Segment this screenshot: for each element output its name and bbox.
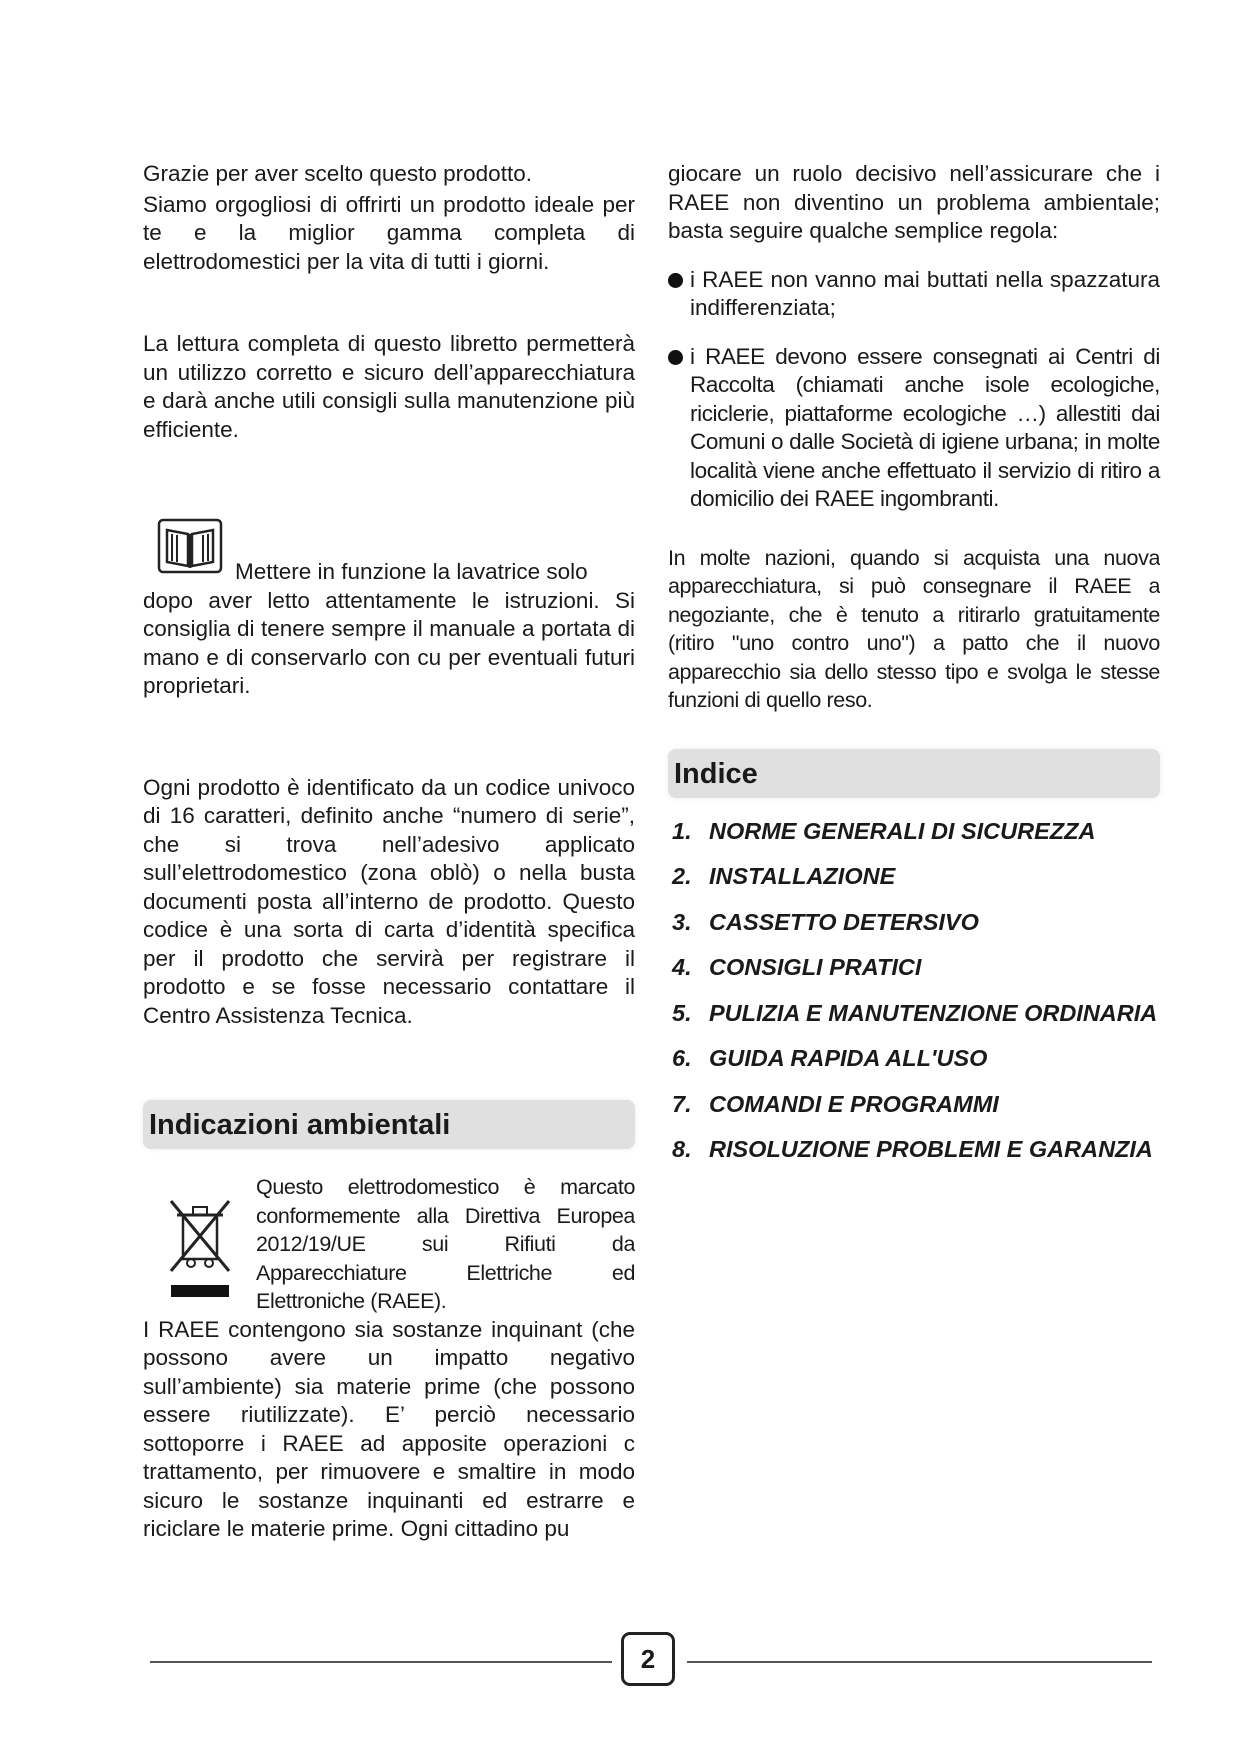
env-section-heading: Indicazioni ambientali (143, 1100, 635, 1149)
serial-paragraph: Ogni prodotto è identificato da un codice univoco di 16 caratteri, definito anche “numero di serie”, che si trova nell’adesivo applicato sull’elettrodomestico (zona oblò) o nella busta documenti posta all’interno de prodotto. Questo codice è una sorta di carta d’identità specifica per il prodotto che servirà per registrare il prodotto e se fosse necessario contattare il Centro Assistenza Tecnica. (143, 774, 635, 1028)
bullet-item (668, 343, 1160, 514)
bullet-dot (668, 350, 683, 365)
bullet-dot (668, 273, 683, 288)
toc-item[interactable]: 1. NORME GENERALI DI SICUREZZA (672, 817, 1096, 844)
toc-item[interactable]: 6. GUIDA RAPIDA ALL'USO (672, 1045, 988, 1071)
crossed-bin-icon (165, 1193, 237, 1303)
toc-item[interactable]: 2. INSTALLAZIONE (672, 863, 896, 889)
toc-item[interactable]: 8. RISOLUZIONE PROBLEMI E GARANZIA (672, 1136, 1153, 1162)
reading-paragraph: La lettura completa di questo libretto permetterà un utilizzo corretto e sicuro dell’apparecchiatura e darà anche utili consigli sulla manutenzione più efficiente. (143, 331, 635, 442)
intro-proud: Siamo orgogliosi di offrirti un prodotto ideale per te e la miglior gamma completa di elettrodomestici per la vita di tutti i giorni. (143, 191, 635, 274)
table-of-contents (668, 816, 1160, 1180)
manual-rest: dopo aver letto attentamente le istruzioni. Si consiglia di tenere sempre il manuale a portata di mano e di conservarlo con cu per eventuali futuri proprietari. (143, 587, 635, 698)
page-footer (150, 1632, 1152, 1692)
manual-first-line: Mettere in funzione la lavatrice solo (235, 559, 588, 584)
right-column (668, 160, 1160, 1180)
page-number: 2 (621, 1632, 675, 1686)
nations-paragraph: In molte nazioni, quando si acquista una nuova apparecchiatura, si può consegnare il RAEE a negoziante, che è tenuto a ritirarlo gratuitamente (ritiro "uno contro uno") a patto che il nuovo apparecchio sia dello stesso tipo e svolga le stesse funzioni di quello reso. (668, 545, 1160, 712)
footer-rule-left (150, 1661, 612, 1663)
footer-rule-right (687, 1661, 1152, 1663)
index-heading: Indice (668, 749, 1160, 798)
bullet-text: i RAEE non vanno mai buttati nella spazzatura indifferenziata; (690, 266, 1160, 320)
manual-paragraph (143, 558, 635, 701)
toc-item[interactable]: 3. CASSETTO DETERSIVO (672, 908, 979, 935)
raee-paragraph: I RAEE contengono sia sostanze inquinant (che possono avere un impatto negativo sull’ambiente) sia materie prime (che possono essere riutilizzate). E’ perciò necessario sottoporre i RAEE ad apposite operazioni c trattamento, per rimuovere e smaltire in modo sicuro le sostanze inquinanti ed estrarre e riciclare le materie prime. Ogni cittadino pu (143, 1316, 635, 1541)
weee-text: Questo elettrodomestico è marcato conformemente alla Direttiva Europea 2012/19/UE sui Rifiuti da Apparecchiature Elettriche ed Elettroniche (RAEE). (256, 1175, 635, 1313)
left-column (143, 160, 635, 1544)
bullet-text: i RAEE devono essere consegnati ai Centri di Raccolta (chiamati anche isole ecologiche, riciclerie, piattaforme ecologiche …) allestiti dai Comuni o dalle Società di igiene urbana; in molte località viene anche effettuato il servizio di ritiro a domicilio dei RAEE ingombranti. (690, 343, 1160, 511)
toc-item[interactable]: 5. PULIZIA E MANUTENZIONE ORDINARIA (672, 999, 1158, 1026)
weee-block (143, 1173, 635, 1316)
continued-paragraph: giocare un ruolo decisivo nell’assicurare che i RAEE non diventino un problema ambientale; basta seguire qualche semplice regola: (668, 161, 1160, 243)
toc-item[interactable]: 7. COMANDI E PROGRAMMI (672, 1090, 999, 1117)
toc-item[interactable]: 4. CONSIGLI PRATICI (672, 954, 922, 980)
intro-thanks: Grazie per aver scelto questo prodotto. (143, 161, 532, 186)
bullet-item (668, 266, 1160, 323)
book-icon (157, 518, 223, 574)
